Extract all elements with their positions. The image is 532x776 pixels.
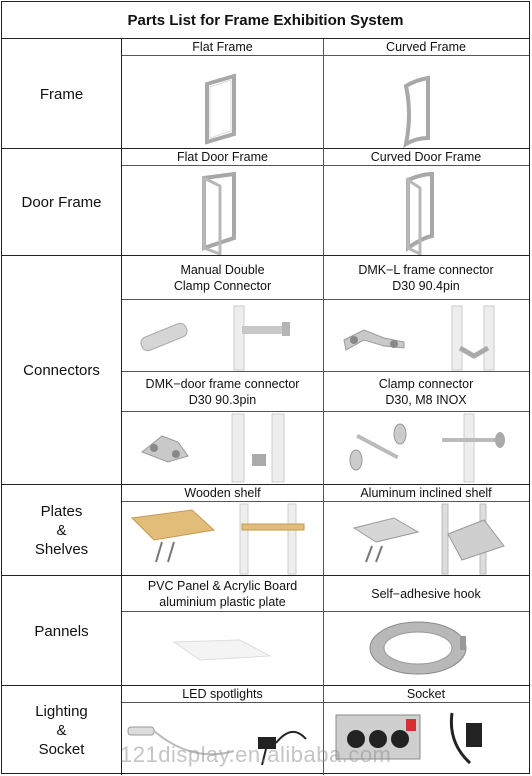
self-adhesive-hook-image [324, 612, 529, 685]
curved-door-frame-image [324, 166, 529, 255]
category-plates-shelves: Plates & Shelves [2, 485, 122, 576]
table-title: Parts List for Frame Exhibition System [2, 2, 529, 39]
item-dmk-l-connector: DMK−L frame connector D30 90.4pin [323, 256, 529, 300]
item-aluminum-shelf: Aluminum inclined shelf [323, 485, 529, 502]
clamp-connector-image [324, 412, 529, 484]
watermark-text: 121display.en.alibaba.com [120, 742, 392, 767]
category-pannels: Pannels [2, 576, 122, 686]
item-manual-double-clamp: Manual Double Clamp Connector [122, 256, 323, 300]
wooden-shelf-image [122, 502, 323, 575]
parts-list-table [1, 1, 530, 774]
flat-door-frame-image [122, 166, 323, 255]
item-self-adhesive-hook: Self−adhesive hook [323, 576, 529, 612]
manual-double-clamp-image [122, 300, 323, 372]
item-flat-door-frame: Flat Door Frame [122, 149, 323, 166]
category-door-frame: Door Frame [2, 149, 122, 256]
dmk-l-connector-image [324, 300, 529, 372]
category-connectors: Connectors [2, 256, 122, 485]
item-flat-frame: Flat Frame [122, 39, 323, 56]
item-pvc-panel: PVC Panel & Acrylic Board aluminium plastic plate [122, 576, 323, 612]
aluminum-shelf-image [324, 502, 529, 575]
category-frame: Frame [2, 39, 122, 149]
item-wooden-shelf: Wooden shelf [122, 485, 323, 502]
item-clamp-connector: Clamp connector D30, M8 INOX [323, 372, 529, 412]
pvc-panel-image [122, 612, 323, 685]
flat-frame-image [122, 56, 323, 148]
curved-frame-image [324, 56, 529, 148]
item-dmk-door-connector: DMK−door frame connector D30 90.3pin [122, 372, 323, 412]
dmk-door-connector-image [122, 412, 323, 484]
item-led-spotlights: LED spotlights [122, 686, 323, 703]
category-lighting-socket: Lighting & Socket [2, 686, 122, 775]
item-curved-frame: Curved Frame [323, 39, 529, 56]
item-socket: Socket [323, 686, 529, 703]
item-curved-door-frame: Curved Door Frame [323, 149, 529, 166]
